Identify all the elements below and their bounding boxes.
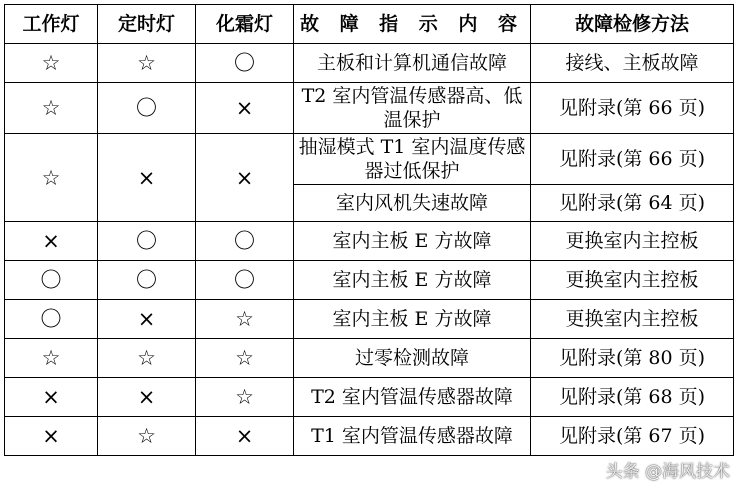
timer-light-state: ☆ <box>98 339 196 378</box>
defrost-light-state: ☆ <box>196 378 294 417</box>
watermark: 头条 @海风技术 <box>605 462 730 482</box>
defrost-light-state: 〇 <box>196 222 294 261</box>
fault-content: T2 室内管温传感器高、低温保护 <box>294 83 531 134</box>
timer-light-state: ☆ <box>98 417 196 456</box>
repair-method: 更换室内主控板 <box>531 300 734 339</box>
table-row <box>5 339 734 378</box>
defrost-light-state: ☆ <box>196 339 294 378</box>
header-defrost-light: 化霜灯 <box>196 5 294 44</box>
fault-content: 室内风机失速故障 <box>294 185 531 222</box>
run-light-state: 〇 <box>5 261 98 300</box>
timer-light-state: × <box>98 300 196 339</box>
run-light-state: ☆ <box>5 83 98 134</box>
fault-content: 主板和计算机通信故障 <box>294 44 531 83</box>
run-light-state: ☆ <box>5 134 98 222</box>
repair-method: 见附录(第 66 页) <box>531 83 734 134</box>
defrost-light-state: 〇 <box>196 261 294 300</box>
timer-light-state: 〇 <box>98 222 196 261</box>
run-light-state: ☆ <box>5 339 98 378</box>
repair-method: 更换室内主控板 <box>531 261 734 300</box>
table-row <box>5 44 734 83</box>
fault-code-table <box>4 4 734 456</box>
fault-content: 过零检测故障 <box>294 339 531 378</box>
repair-method: 接线、主板故障 <box>531 44 734 83</box>
table-row <box>5 134 734 185</box>
timer-light-state: ☆ <box>98 44 196 83</box>
run-light-state: × <box>5 378 98 417</box>
repair-method: 见附录(第 64 页) <box>531 185 734 222</box>
defrost-light-state: ☆ <box>196 300 294 339</box>
repair-method: 见附录(第 80 页) <box>531 339 734 378</box>
timer-light-state: × <box>98 378 196 417</box>
timer-light-state: 〇 <box>98 83 196 134</box>
run-light-state: × <box>5 222 98 261</box>
run-light-state: ☆ <box>5 44 98 83</box>
header-repair-method: 故障检修方法 <box>531 5 734 44</box>
fault-content: 室内主板 E 方故障 <box>294 261 531 300</box>
table-row <box>5 222 734 261</box>
table-row <box>5 83 734 134</box>
defrost-light-state: × <box>196 134 294 222</box>
defrost-light-state: × <box>196 417 294 456</box>
defrost-light-state: × <box>196 83 294 134</box>
table-row <box>5 417 734 456</box>
defrost-light-state: 〇 <box>196 44 294 83</box>
run-light-state: × <box>5 417 98 456</box>
repair-method: 见附录(第 67 页) <box>531 417 734 456</box>
timer-light-state: × <box>98 134 196 222</box>
table-row <box>5 261 734 300</box>
fault-content: 抽湿模式 T1 室内温度传感器过低保护 <box>294 134 531 185</box>
fault-content: 室内主板 E 方故障 <box>294 222 531 261</box>
fault-table-container <box>4 4 734 456</box>
repair-method: 见附录(第 68 页) <box>531 378 734 417</box>
timer-light-state: 〇 <box>98 261 196 300</box>
fault-content: 室内主板 E 方故障 <box>294 300 531 339</box>
fault-content: T2 室内管温传感器故障 <box>294 378 531 417</box>
run-light-state: 〇 <box>5 300 98 339</box>
header-fault-content: 故 障 指 示 内 容 <box>294 5 531 44</box>
repair-method: 更换室内主控板 <box>531 222 734 261</box>
table-header-row <box>5 5 734 44</box>
table-row <box>5 300 734 339</box>
header-run-light: 工作灯 <box>5 5 98 44</box>
header-timer-light: 定时灯 <box>98 5 196 44</box>
fault-content: T1 室内管温传感器故障 <box>294 417 531 456</box>
repair-method: 见附录(第 66 页) <box>531 134 734 185</box>
table-row <box>5 378 734 417</box>
